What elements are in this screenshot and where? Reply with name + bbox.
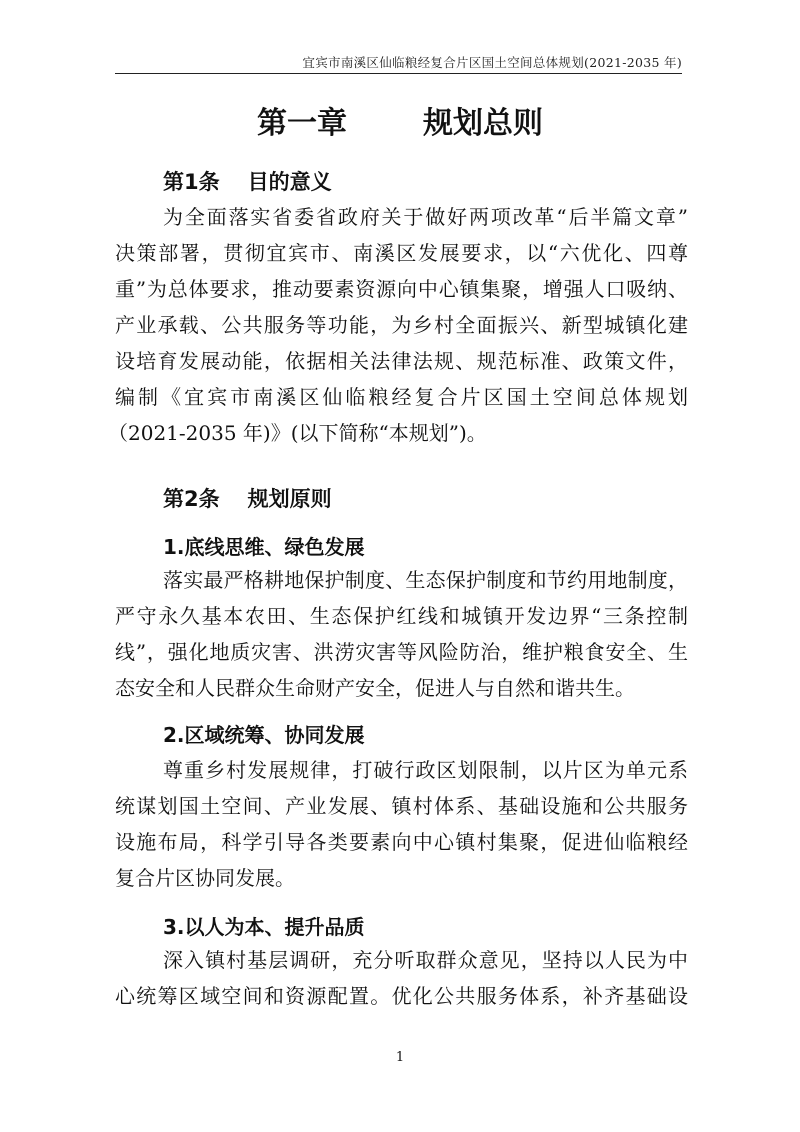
article-1-heading (163, 166, 332, 196)
paragraph-line: 深入镇村基层调研，充分听取群众意见，坚持以人民为中 (163, 948, 688, 972)
article-title: 目的意义 (247, 170, 332, 194)
paragraph-line: 决策部署，贯彻宜宾市、南溪区发展要求，以“六优化、四尊 (115, 241, 688, 265)
paragraph-line: 复合片区协同发展。 (115, 866, 295, 890)
article-title: 规划原则 (247, 487, 332, 511)
paragraph-line: 产业承载、公共服务等功能，为乡村全面振兴、新型城镇化建 (115, 313, 688, 337)
paragraph-line: 统谋划国土空间、产业发展、镇村体系、基础设施和公共服务 (115, 794, 688, 818)
paragraph-line: 线”，强化地质灾害、洪涝灾害等风险防治，维护粮食安全、生 (115, 640, 688, 664)
paragraph-line: 落实最严格耕地保护制度、生态保护制度和节约用地制度， (163, 568, 688, 592)
paragraph-line: 尊重乡村发展规律，打破行政区划限制，以片区为单元系 (163, 758, 688, 782)
principle-heading: 3.以人为本、提升品质 (163, 915, 365, 939)
paragraph-line: 设培育发展动能，依据相关法律法规、规范标准、政策文件， (115, 349, 688, 373)
article-number: 第1条 (163, 170, 220, 194)
paragraph-line: 为全面落实省委省政府关于做好两项改革“后半篇文章” (163, 205, 688, 229)
paragraph-line: 设施布局，科学引导各类要素向中心镇村集聚，促进仙临粮经 (115, 830, 688, 854)
article-2-heading (163, 483, 332, 513)
paragraph-line: （2021-2035 年)》(以下简称“本规划”)。 (108, 421, 487, 445)
chapter-number: 第一章 (257, 106, 347, 141)
page-number: 1 (395, 1050, 405, 1065)
article-number: 第2条 (163, 487, 220, 511)
paragraph-line: 心统筹区域空间和资源配置。优化公共服务体系，补齐基础设 (115, 984, 688, 1008)
principle-heading: 2.区域统筹、协同发展 (163, 723, 365, 747)
chapter-name: 规划总则 (423, 106, 543, 141)
chapter-title (0, 98, 800, 142)
paragraph-line: 重”为总体要求，推动要素资源向中心镇集聚，增强人口吸纳、 (115, 277, 688, 301)
paragraph-line: 编制《宜宾市南溪区仙临粮经复合片区国土空间总体规划 (115, 385, 688, 409)
paragraph-line: 严守永久基本农田、生态保护红线和城镇开发边界“三条控制 (115, 604, 688, 628)
running-header: 宜宾市南溪区仙临粮经复合片区国土空间总体规划(2021-2035 年) (302, 55, 682, 70)
principle-heading: 1.底线思维、绿色发展 (163, 535, 365, 559)
header-rule (115, 73, 682, 74)
paragraph-line: 态安全和人民群众生命财产安全，促进人与自然和谐共生。 (115, 676, 635, 700)
